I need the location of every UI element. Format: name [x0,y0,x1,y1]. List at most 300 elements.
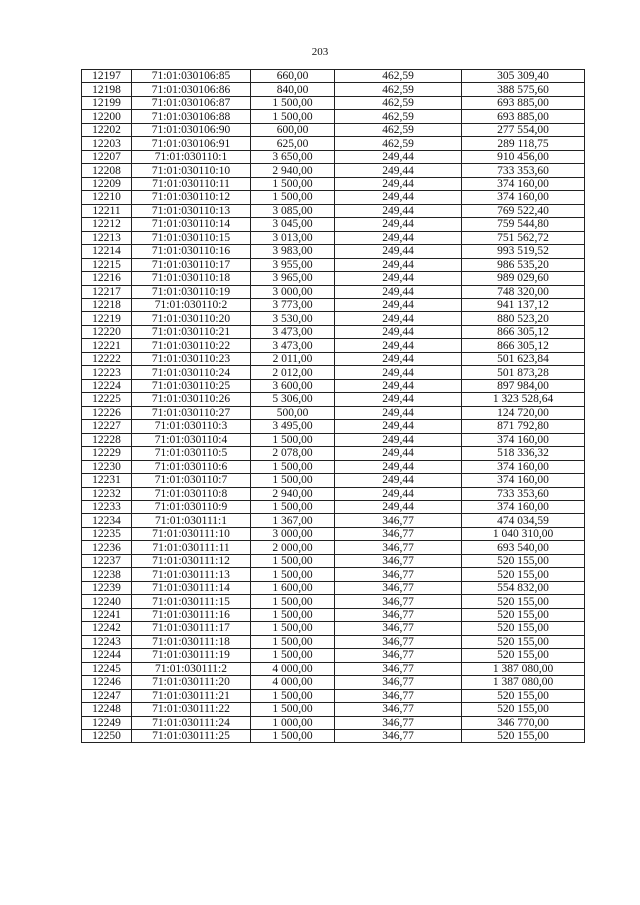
area-cell: 4 000,00 [251,662,335,675]
table-row [82,527,585,540]
row-number-cell: 12243 [82,635,132,648]
specific-value-cell: 462,59 [335,96,462,109]
cadastral-value-cell: 346 770,00 [462,716,585,729]
cadastral-value-cell: 693 540,00 [462,541,585,554]
cadastral-value-cell: 751 562,72 [462,231,585,244]
area-cell: 1 500,00 [251,689,335,702]
cadastral-number-cell: 71:01:030111:2 [132,662,251,675]
cadastral-number-cell: 71:01:030111:14 [132,581,251,594]
cadastral-number-cell: 71:01:030110:27 [132,406,251,419]
cadastral-number-cell: 71:01:030111:13 [132,568,251,581]
area-cell: 3 965,00 [251,272,335,285]
row-number-cell: 12231 [82,474,132,487]
specific-value-cell: 346,77 [335,622,462,635]
cadastral-number-cell: 71:01:030110:6 [132,460,251,473]
table-row [82,150,585,163]
cadastral-number-cell: 71:01:030106:91 [132,137,251,150]
cadastral-value-cell: 520 155,00 [462,729,585,742]
table-row [82,649,585,662]
cadastral-number-cell: 71:01:030111:16 [132,608,251,621]
cadastral-number-cell: 71:01:030110:1 [132,150,251,163]
area-cell: 3 530,00 [251,312,335,325]
row-number-cell: 12218 [82,298,132,311]
cadastral-value-cell: 693 885,00 [462,110,585,123]
row-number-cell: 12249 [82,716,132,729]
specific-value-cell: 346,77 [335,635,462,648]
cadastral-number-cell: 71:01:030110:20 [132,312,251,325]
table-row [82,96,585,109]
cadastral-value-cell: 986 535,20 [462,258,585,271]
area-cell: 660,00 [251,70,335,83]
cadastral-value-cell: 769 522,40 [462,204,585,217]
table-row [82,245,585,258]
cadastral-number-cell: 71:01:030111:1 [132,514,251,527]
cadastral-value-cell: 871 792,80 [462,420,585,433]
specific-value-cell: 249,44 [335,245,462,258]
table-row [82,406,585,419]
cadastral-value-cell: 374 160,00 [462,501,585,514]
row-number-cell: 12238 [82,568,132,581]
specific-value-cell: 249,44 [335,352,462,365]
row-number-cell: 12234 [82,514,132,527]
cadastral-number-cell: 71:01:030106:90 [132,123,251,136]
row-number-cell: 12207 [82,150,132,163]
area-cell: 1 500,00 [251,474,335,487]
specific-value-cell: 346,77 [335,608,462,621]
cadastral-number-cell: 71:01:030110:24 [132,366,251,379]
area-cell: 4 000,00 [251,676,335,689]
row-number-cell: 12233 [82,501,132,514]
specific-value-cell: 249,44 [335,150,462,163]
cadastral-number-cell: 71:01:030110:4 [132,433,251,446]
cadastral-value-cell: 1 387 080,00 [462,676,585,689]
cadastral-value-cell: 748 320,00 [462,285,585,298]
row-number-cell: 12239 [82,581,132,594]
row-number-cell: 12224 [82,379,132,392]
row-number-cell: 12235 [82,527,132,540]
specific-value-cell: 249,44 [335,433,462,446]
area-cell: 1 500,00 [251,554,335,567]
area-cell: 3 473,00 [251,339,335,352]
table-row [82,433,585,446]
area-cell: 1 500,00 [251,433,335,446]
specific-value-cell: 249,44 [335,177,462,190]
cadastral-number-cell: 71:01:030110:22 [132,339,251,352]
cadastral-number-cell: 71:01:030110:17 [132,258,251,271]
area-cell: 2 000,00 [251,541,335,554]
specific-value-cell: 346,77 [335,595,462,608]
cadastral-number-cell: 71:01:030111:18 [132,635,251,648]
specific-value-cell: 346,77 [335,729,462,742]
row-number-cell: 12203 [82,137,132,150]
cadastral-value-cell: 305 309,40 [462,70,585,83]
cadastral-number-cell: 71:01:030110:3 [132,420,251,433]
cadastral-number-cell: 71:01:030111:11 [132,541,251,554]
table-row [82,231,585,244]
cadastral-value-cell: 520 155,00 [462,622,585,635]
specific-value-cell: 249,44 [335,298,462,311]
specific-value-cell: 249,44 [335,312,462,325]
cadastral-number-cell: 71:01:030110:19 [132,285,251,298]
cadastral-value-cell: 374 160,00 [462,474,585,487]
row-number-cell: 12248 [82,703,132,716]
table-row [82,110,585,123]
specific-value-cell: 462,59 [335,123,462,136]
table-row [82,460,585,473]
cadastral-number-cell: 71:01:030110:21 [132,325,251,338]
area-cell: 625,00 [251,137,335,150]
specific-value-cell: 249,44 [335,164,462,177]
area-cell: 1 500,00 [251,595,335,608]
specific-value-cell: 249,44 [335,501,462,514]
specific-value-cell: 346,77 [335,527,462,540]
table-row [82,83,585,96]
table-row [82,568,585,581]
row-number-cell: 12210 [82,191,132,204]
cadastral-value-cell: 374 160,00 [462,177,585,190]
table-body [82,70,585,743]
specific-value-cell: 249,44 [335,191,462,204]
row-number-cell: 12198 [82,83,132,96]
cadastral-value-cell: 518 336,32 [462,447,585,460]
specific-value-cell: 346,77 [335,662,462,675]
row-number-cell: 12213 [82,231,132,244]
area-cell: 1 500,00 [251,703,335,716]
row-number-cell: 12241 [82,608,132,621]
table-row [82,501,585,514]
area-cell: 3 495,00 [251,420,335,433]
specific-value-cell: 346,77 [335,581,462,594]
cadastral-number-cell: 71:01:030111:22 [132,703,251,716]
row-number-cell: 12199 [82,96,132,109]
table-row [82,554,585,567]
cadastral-value-cell: 374 160,00 [462,433,585,446]
specific-value-cell: 249,44 [335,325,462,338]
cadastral-number-cell: 71:01:030111:12 [132,554,251,567]
area-cell: 1 500,00 [251,501,335,514]
specific-value-cell: 249,44 [335,420,462,433]
cadastral-number-cell: 71:01:030110:23 [132,352,251,365]
specific-value-cell: 346,77 [335,514,462,527]
row-number-cell: 12229 [82,447,132,460]
area-cell: 1 000,00 [251,716,335,729]
area-cell: 3 650,00 [251,150,335,163]
table-row [82,352,585,365]
specific-value-cell: 249,44 [335,393,462,406]
area-cell: 1 367,00 [251,514,335,527]
area-cell: 2 011,00 [251,352,335,365]
table-row [82,70,585,83]
cadastral-value-cell: 374 160,00 [462,191,585,204]
row-number-cell: 12227 [82,420,132,433]
table-row [82,608,585,621]
area-cell: 2 078,00 [251,447,335,460]
table-row [82,325,585,338]
table-row [82,177,585,190]
area-cell: 3 013,00 [251,231,335,244]
table-row [82,298,585,311]
area-cell: 3 600,00 [251,379,335,392]
cadastral-value-cell: 941 137,12 [462,298,585,311]
page-number: 203 [311,46,329,58]
specific-value-cell: 249,44 [335,406,462,419]
area-cell: 3 955,00 [251,258,335,271]
table-row [82,393,585,406]
cadastral-number-cell: 71:01:030110:7 [132,474,251,487]
area-cell: 3 983,00 [251,245,335,258]
specific-value-cell: 249,44 [335,379,462,392]
specific-value-cell: 346,77 [335,649,462,662]
cadastral-value-cell: 897 984,00 [462,379,585,392]
specific-value-cell: 462,59 [335,137,462,150]
row-number-cell: 12225 [82,393,132,406]
cadastral-value-cell: 520 155,00 [462,689,585,702]
table-row [82,447,585,460]
area-cell: 1 500,00 [251,110,335,123]
row-number-cell: 12212 [82,218,132,231]
cadastral-number-cell: 71:01:030106:86 [132,83,251,96]
cadastral-number-cell: 71:01:030110:10 [132,164,251,177]
cadastral-number-cell: 71:01:030110:9 [132,501,251,514]
cadastral-value-cell: 866 305,12 [462,339,585,352]
row-number-cell: 12232 [82,487,132,500]
cadastral-value-cell: 520 155,00 [462,703,585,716]
area-cell: 600,00 [251,123,335,136]
cadastral-value-cell: 733 353,60 [462,164,585,177]
table-row [82,541,585,554]
row-number-cell: 12245 [82,662,132,675]
table-row [82,123,585,136]
cadastral-number-cell: 71:01:030111:25 [132,729,251,742]
area-cell: 840,00 [251,83,335,96]
specific-value-cell: 249,44 [335,272,462,285]
area-cell: 3 085,00 [251,204,335,217]
cadastral-number-cell: 71:01:030111:17 [132,622,251,635]
specific-value-cell: 249,44 [335,447,462,460]
area-cell: 1 500,00 [251,608,335,621]
row-number-cell: 12228 [82,433,132,446]
specific-value-cell: 249,44 [335,218,462,231]
cadastral-number-cell: 71:01:030110:13 [132,204,251,217]
cadastral-number-cell: 71:01:030106:85 [132,70,251,83]
cadastral-value-cell: 554 832,00 [462,581,585,594]
cadastral-value-cell: 474 034,59 [462,514,585,527]
specific-value-cell: 249,44 [335,474,462,487]
cadastral-number-cell: 71:01:030110:12 [132,191,251,204]
cadastral-value-cell: 989 029,60 [462,272,585,285]
row-number-cell: 12202 [82,123,132,136]
table-row [82,474,585,487]
row-number-cell: 12220 [82,325,132,338]
table-row [82,272,585,285]
area-cell: 500,00 [251,406,335,419]
row-number-cell: 12237 [82,554,132,567]
area-cell: 1 500,00 [251,96,335,109]
cadastral-value-cell: 1 387 080,00 [462,662,585,675]
row-number-cell: 12226 [82,406,132,419]
row-number-cell: 12215 [82,258,132,271]
cadastral-number-cell: 71:01:030111:15 [132,595,251,608]
specific-value-cell: 346,77 [335,716,462,729]
table-row [82,164,585,177]
specific-value-cell: 346,77 [335,689,462,702]
table-row [82,514,585,527]
area-cell: 2 012,00 [251,366,335,379]
table-row [82,662,585,675]
row-number-cell: 12230 [82,460,132,473]
cadastral-value-table [81,69,585,743]
table-row [82,689,585,702]
cadastral-value-cell: 693 885,00 [462,96,585,109]
cadastral-number-cell: 71:01:030110:25 [132,379,251,392]
specific-value-cell: 249,44 [335,366,462,379]
area-cell: 2 940,00 [251,487,335,500]
area-cell: 1 500,00 [251,649,335,662]
table-row [82,595,585,608]
cadastral-number-cell: 71:01:030110:8 [132,487,251,500]
specific-value-cell: 462,59 [335,70,462,83]
row-number-cell: 12250 [82,729,132,742]
specific-value-cell: 462,59 [335,110,462,123]
row-number-cell: 12244 [82,649,132,662]
area-cell: 1 500,00 [251,568,335,581]
cadastral-value-cell: 910 456,00 [462,150,585,163]
row-number-cell: 12217 [82,285,132,298]
area-cell: 1 500,00 [251,191,335,204]
area-cell: 1 600,00 [251,581,335,594]
cadastral-number-cell: 71:01:030110:18 [132,272,251,285]
cadastral-value-cell: 733 353,60 [462,487,585,500]
cadastral-value-cell: 520 155,00 [462,568,585,581]
cadastral-value-cell: 124 720,00 [462,406,585,419]
cadastral-value-cell: 501 873,28 [462,366,585,379]
cadastral-number-cell: 71:01:030111:24 [132,716,251,729]
table-row [82,420,585,433]
table-row [82,716,585,729]
specific-value-cell: 346,77 [335,541,462,554]
specific-value-cell: 346,77 [335,703,462,716]
row-number-cell: 12247 [82,689,132,702]
cadastral-value-cell: 520 155,00 [462,608,585,621]
cadastral-value-cell: 520 155,00 [462,554,585,567]
area-cell: 1 500,00 [251,729,335,742]
cadastral-value-cell: 993 519,52 [462,245,585,258]
area-cell: 1 500,00 [251,177,335,190]
cadastral-number-cell: 71:01:030111:21 [132,689,251,702]
table-row [82,285,585,298]
table-row [82,312,585,325]
cadastral-value-cell: 374 160,00 [462,460,585,473]
cadastral-value-cell: 1 323 528,64 [462,393,585,406]
specific-value-cell: 249,44 [335,460,462,473]
table-row [82,218,585,231]
cadastral-number-cell: 71:01:030110:26 [132,393,251,406]
cadastral-value-cell: 520 155,00 [462,635,585,648]
table-row [82,137,585,150]
table-row [82,258,585,271]
cadastral-value-cell: 388 575,60 [462,83,585,96]
row-number-cell: 12211 [82,204,132,217]
cadastral-value-cell: 277 554,00 [462,123,585,136]
cadastral-number-cell: 71:01:030110:16 [132,245,251,258]
cadastral-value-cell: 520 155,00 [462,649,585,662]
specific-value-cell: 462,59 [335,83,462,96]
table-row [82,703,585,716]
area-cell: 3 045,00 [251,218,335,231]
table-row [82,191,585,204]
cadastral-value-cell: 501 623,84 [462,352,585,365]
table-row [82,487,585,500]
row-number-cell: 12197 [82,70,132,83]
area-cell: 3 000,00 [251,285,335,298]
cadastral-number-cell: 71:01:030110:11 [132,177,251,190]
table-row [82,676,585,689]
row-number-cell: 12246 [82,676,132,689]
cadastral-number-cell: 71:01:030110:5 [132,447,251,460]
specific-value-cell: 346,77 [335,554,462,567]
row-number-cell: 12208 [82,164,132,177]
specific-value-cell: 346,77 [335,568,462,581]
area-cell: 1 500,00 [251,622,335,635]
table-row [82,204,585,217]
table-row [82,635,585,648]
cadastral-value-cell: 866 305,12 [462,325,585,338]
cadastral-number-cell: 71:01:030110:15 [132,231,251,244]
specific-value-cell: 249,44 [335,285,462,298]
specific-value-cell: 249,44 [335,204,462,217]
table-row [82,339,585,352]
row-number-cell: 12219 [82,312,132,325]
row-number-cell: 12214 [82,245,132,258]
cadastral-number-cell: 71:01:030106:87 [132,96,251,109]
table-row [82,581,585,594]
specific-value-cell: 249,44 [335,231,462,244]
cadastral-value-cell: 1 040 310,00 [462,527,585,540]
row-number-cell: 12209 [82,177,132,190]
row-number-cell: 12242 [82,622,132,635]
row-number-cell: 12216 [82,272,132,285]
area-cell: 1 500,00 [251,635,335,648]
area-cell: 5 306,00 [251,393,335,406]
area-cell: 3 473,00 [251,325,335,338]
row-number-cell: 12223 [82,366,132,379]
cadastral-value-cell: 520 155,00 [462,595,585,608]
table-row [82,622,585,635]
area-cell: 3 000,00 [251,527,335,540]
row-number-cell: 12222 [82,352,132,365]
cadastral-number-cell: 71:01:030106:88 [132,110,251,123]
area-cell: 3 773,00 [251,298,335,311]
row-number-cell: 12236 [82,541,132,554]
specific-value-cell: 249,44 [335,258,462,271]
cadastral-number-cell: 71:01:030110:14 [132,218,251,231]
cadastral-number-cell: 71:01:030111:19 [132,649,251,662]
area-cell: 2 940,00 [251,164,335,177]
specific-value-cell: 346,77 [335,676,462,689]
specific-value-cell: 249,44 [335,339,462,352]
row-number-cell: 12200 [82,110,132,123]
table-row [82,729,585,742]
row-number-cell: 12240 [82,595,132,608]
area-cell: 1 500,00 [251,460,335,473]
cadastral-value-cell: 759 544,80 [462,218,585,231]
cadastral-value-cell: 880 523,20 [462,312,585,325]
cadastral-number-cell: 71:01:030110:2 [132,298,251,311]
table-row [82,379,585,392]
cadastral-number-cell: 71:01:030111:20 [132,676,251,689]
cadastral-value-cell: 289 118,75 [462,137,585,150]
row-number-cell: 12221 [82,339,132,352]
